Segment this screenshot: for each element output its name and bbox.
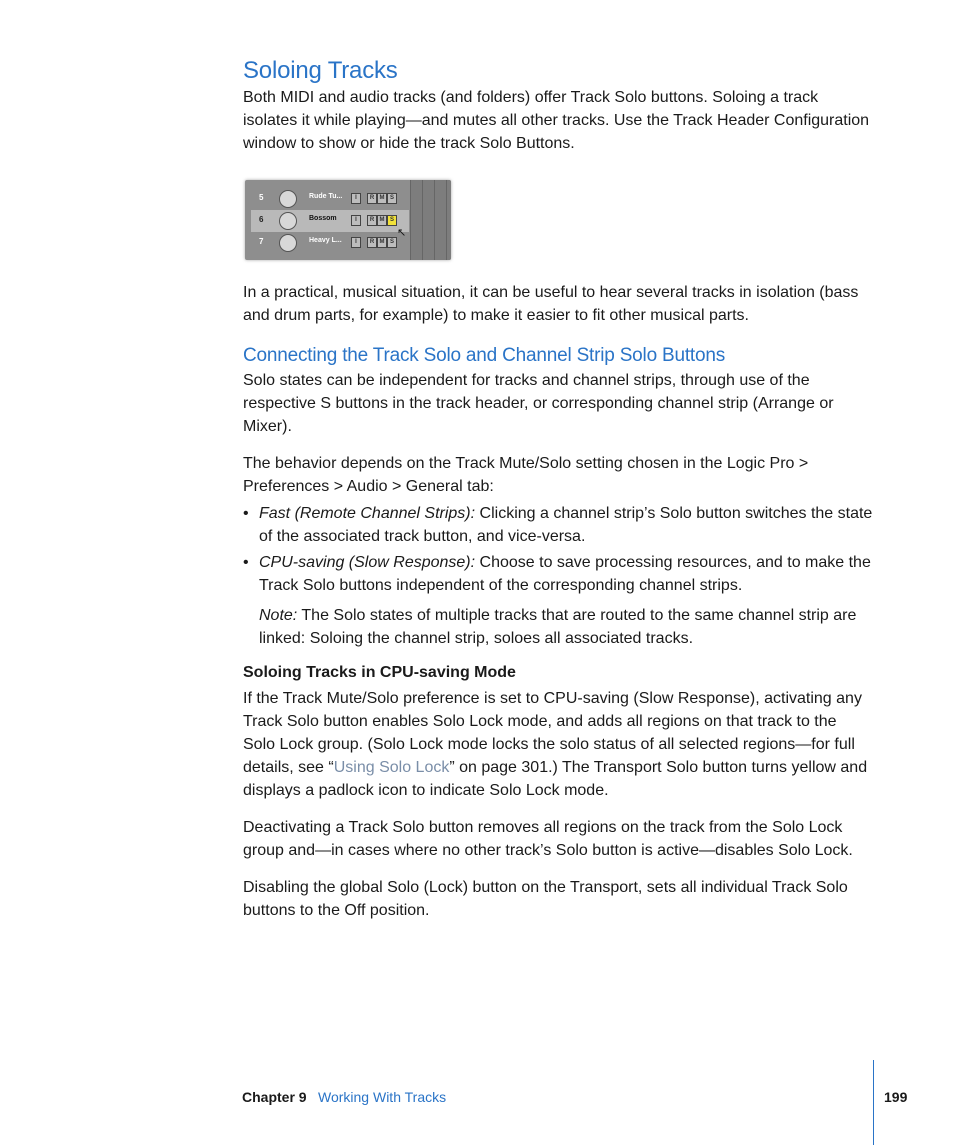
- bullet-text: Clicking a channel strip’s Solo button switches the state of the associated track button, and vice-versa.: [259, 505, 873, 545]
- input-button: I: [351, 237, 361, 248]
- arrange-grid: [410, 180, 451, 260]
- cpu-mode-title: Soloing Tracks in CPU-saving Mode: [243, 664, 516, 681]
- record-button: R: [367, 193, 377, 204]
- track-number: 6: [259, 215, 264, 224]
- footer-divider: [873, 1060, 874, 1145]
- using-solo-lock-link[interactable]: Using Solo Lock: [333, 759, 450, 776]
- track-name: Rude Tu...: [309, 193, 343, 200]
- paragraph-behavior: The behavior depends on the Track Mute/Solo setting chosen in the Logic Pro > Preferences > Audio > General tab:: [243, 455, 809, 495]
- bullet-label: Fast (Remote Channel Strips):: [259, 505, 476, 522]
- paragraph-cpu-mode: [243, 687, 873, 802]
- note-label: Note:: [259, 607, 298, 624]
- paragraph-deactivating: Deactivating a Track Solo button removes all regions on the track from the Solo Lock group and—in cases where no other track’s Solo button is active—disables Solo Lock.: [243, 819, 853, 859]
- bullet-icon: •: [243, 554, 249, 571]
- drum-kit-icon: [279, 212, 297, 230]
- solo-button: S: [387, 237, 397, 248]
- input-button: I: [351, 215, 361, 226]
- list-item: [243, 502, 873, 548]
- drum-kit-icon: [279, 234, 297, 252]
- paragraph-solo-states: Solo states can be independent for tracks and channel strips, through use of the respective S buttons in the track header, or corresponding channel strip (Arrange or Mixer).: [243, 372, 834, 435]
- drum-kit-icon: [279, 190, 297, 208]
- intro-paragraph: Both MIDI and audio tracks (and folders) offer Track Solo buttons. Soloing a track isolates it while playing—and mutes all other tracks. Use the Track Header Configuration window to show or hide the track Solo Buttons.: [243, 89, 870, 152]
- footer-chapter: Chapter 9: [242, 1089, 307, 1105]
- track-row-selected: [251, 210, 409, 232]
- paragraph-disabling: Disabling the global Solo (Lock) button on the Transport, sets all individual Track Solo buttons to the Off position.: [243, 879, 848, 919]
- track-number: 7: [259, 237, 264, 246]
- record-button: R: [367, 237, 377, 248]
- cpu-mode-text-a: If the Track Mute/Solo preference is set to CPU-saving (Slow Response), activating any Track Solo button enables Solo Lock mode, and adds all regions on that track to the Solo Lock group. (Solo Lock mode locks the solo status of all selected regions—for full details, see “: [243, 690, 862, 776]
- mouse-pointer-icon: ↖: [397, 227, 407, 239]
- bullet-icon: •: [243, 505, 249, 522]
- mute-button: M: [377, 237, 387, 248]
- note-text: The Solo states of multiple tracks that are routed to the same channel strip are linked: Soloing the channel strip, soloes all associated tracks.: [259, 607, 857, 647]
- track-name: Heavy L...: [309, 237, 342, 244]
- track-row: [257, 188, 407, 210]
- mute-button: M: [377, 215, 387, 226]
- track-row: [257, 232, 407, 254]
- page-number: 199: [884, 1089, 908, 1105]
- track-name: Bossom: [309, 215, 337, 222]
- subsection-title: Connecting the Track Solo and Channel Strip Solo Buttons: [243, 345, 726, 366]
- list-item: [243, 551, 873, 597]
- mute-button: M: [377, 193, 387, 204]
- solo-button: S: [387, 193, 397, 204]
- track-number: 5: [259, 193, 264, 202]
- record-button: R: [367, 215, 377, 226]
- note-paragraph: [259, 604, 873, 650]
- bullet-label: CPU-saving (Slow Response):: [259, 554, 476, 571]
- section-title: Soloing Tracks: [243, 57, 398, 84]
- footer-chapter-title[interactable]: Working With Tracks: [318, 1089, 447, 1105]
- input-button: I: [351, 193, 361, 204]
- paragraph-isolation: In a practical, musical situation, it can be useful to hear several tracks in isolation (bass and drum parts, for example) to make it easier to fit other musical parts.: [243, 284, 859, 324]
- track-header-screenshot: [245, 180, 451, 260]
- bullet-text: Choose to save processing resources, and to make the Track Solo buttons independent of the corresponding channel strips.: [259, 554, 871, 594]
- cpu-mode-text-b: ” on page 301.) The Transport Solo button turns yellow and displays a padlock icon to indicate Solo Lock mode.: [243, 759, 868, 799]
- solo-button-active: S: [387, 215, 397, 226]
